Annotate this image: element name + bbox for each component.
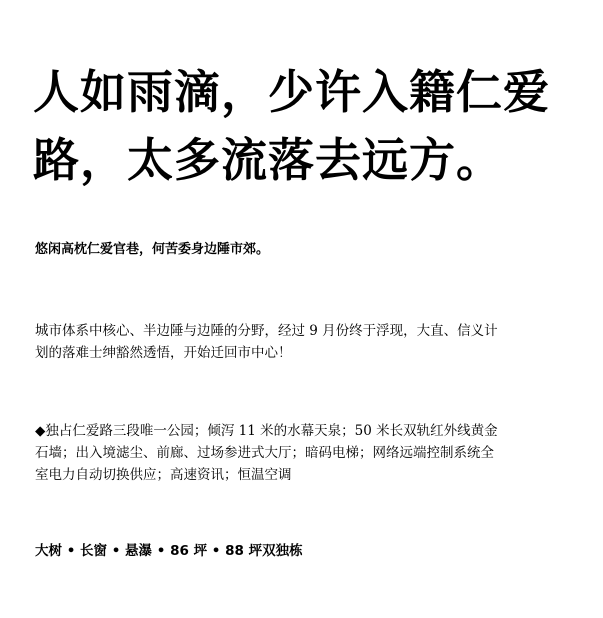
body-paragraph-2	[35, 420, 580, 486]
paragraph-2-line-3: 室电力自动切换供应；高速资讯；恒温空调	[35, 467, 292, 483]
headline-line-1: 人如雨滴，少许入籍仁爱	[33, 65, 550, 119]
body-paragraph-1	[35, 320, 580, 364]
paragraph-1-line-1: 城市体系中核心、半边陲与边陲的分野，经过 9 月份终于浮现，大直、信义计	[35, 323, 498, 339]
headline-line-2: 路，太多流落去远方。	[33, 133, 503, 187]
paragraph-1-line-2: 划的落难士绅豁然透悟，开始迁回市中心！	[35, 345, 292, 361]
paragraph-2-line-1: ◆独占仁爱路三段唯一公园；倾泻 11 米的水幕天泉；50 米长双轨红外线黄金	[35, 423, 498, 439]
paragraph-2-line-2: 石墙；出入境滤尘、前廊、过场参进式大厅；暗码电梯；网络远端控制系统全	[35, 445, 494, 461]
subheadline: 悠闲高枕仁爱官巷，何苦委身边陲市郊。	[35, 242, 270, 257]
feature-tagline: 大树 • 长窗 • 悬瀑 • 86 坪 • 88 坪双独栋	[35, 543, 303, 559]
headline	[33, 58, 583, 194]
